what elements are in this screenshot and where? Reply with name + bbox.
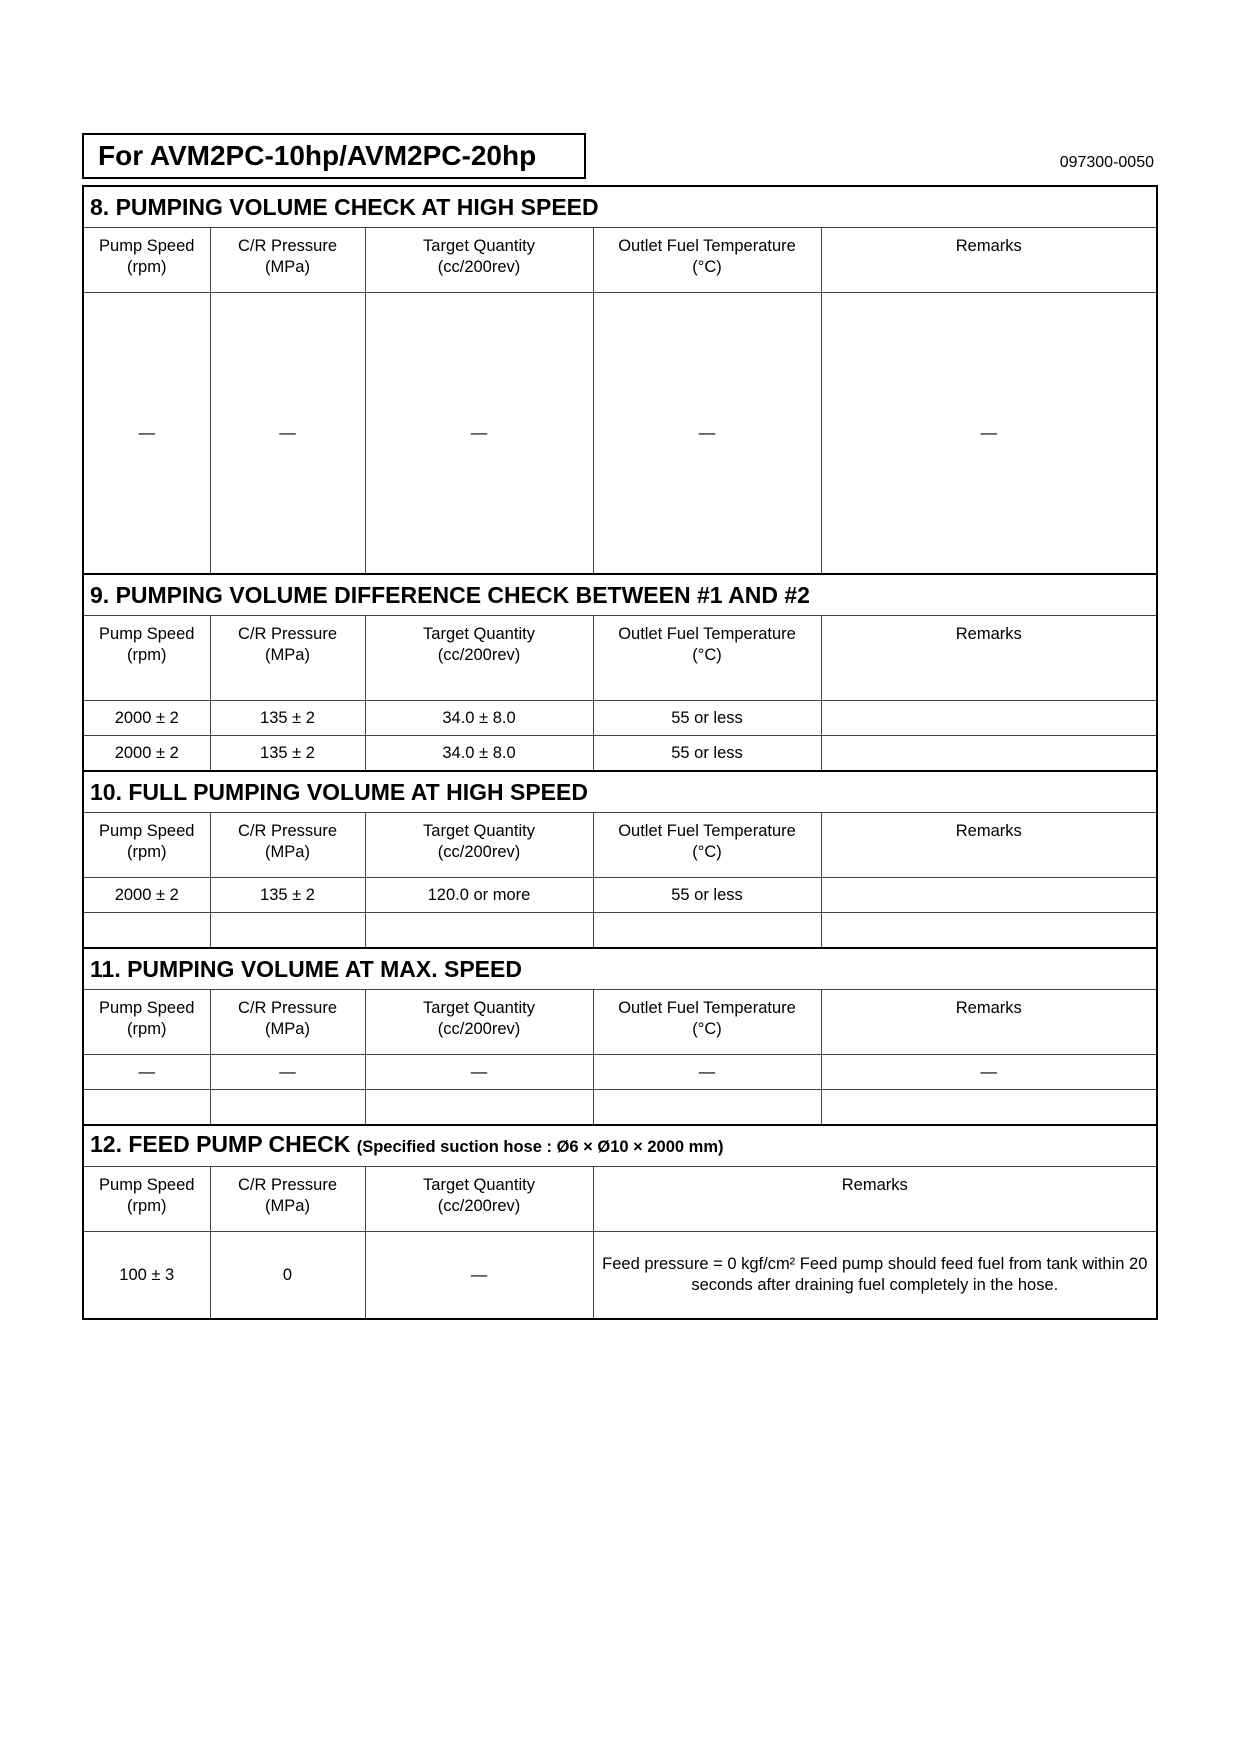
section-11-heading: 11. PUMPING VOLUME AT MAX. SPEED — [83, 948, 1157, 990]
col-remarks: Remarks — [821, 616, 1157, 701]
section-12-heading: 12. FEED PUMP CHECK (Specified suction hose : Ø6 × Ø10 × 2000 mm) — [83, 1125, 1157, 1167]
table-row: 2000 ± 2 135 ± 2 34.0 ± 8.0 55 or less — [83, 701, 1157, 736]
table-row: 2000 ± 2 135 ± 2 34.0 ± 8.0 55 or less — [83, 736, 1157, 772]
col-pump-speed: Pump Speed (rpm) — [83, 616, 210, 701]
col-remarks: Remarks — [593, 1167, 1157, 1232]
table-row: 2000 ± 2 135 ± 2 120.0 or more 55 or less — [83, 878, 1157, 913]
col-pump-speed: Pump Speed (rpm) — [83, 1167, 210, 1232]
table-row — [83, 1090, 1157, 1126]
col-outlet-temp: Outlet Fuel Temperature (°C) — [593, 813, 821, 878]
feed-pump-remarks: Feed pressure = 0 kgf/cm² Feed pump should feed fuel from tank within 20 seconds after draining fuel completely in the hose. — [593, 1232, 1157, 1320]
col-target-quantity: Target Quantity (cc/200rev) — [365, 990, 593, 1055]
col-target-quantity: Target Quantity (cc/200rev) — [365, 813, 593, 878]
col-outlet-temp: Outlet Fuel Temperature (°C) — [593, 228, 821, 293]
col-cr-pressure: C/R Pressure (MPa) — [210, 1167, 365, 1232]
col-pump-speed: Pump Speed (rpm) — [83, 228, 210, 293]
section-9-header-row — [83, 616, 1157, 701]
document-number: 097300-0050 — [1059, 154, 1154, 171]
col-cr-pressure: C/R Pressure (MPa) — [210, 813, 365, 878]
col-remarks: Remarks — [821, 990, 1157, 1055]
section-12-subtitle: (Specified suction hose : Ø6 × Ø10 × 2000 mm) — [356, 1138, 724, 1156]
col-pump-speed: Pump Speed (rpm) — [83, 990, 210, 1055]
col-target-quantity: Target Quantity (cc/200rev) — [365, 228, 593, 293]
col-remarks: Remarks — [821, 813, 1157, 878]
col-pump-speed: Pump Speed (rpm) — [83, 813, 210, 878]
col-target-quantity: Target Quantity (cc/200rev) — [365, 616, 593, 701]
table-row: — — — — — — [83, 293, 1157, 575]
section-9-heading: 9. PUMPING VOLUME DIFFERENCE CHECK BETWEEN #1 AND #2 — [83, 574, 1157, 616]
col-cr-pressure: C/R Pressure (MPa) — [210, 228, 365, 293]
col-cr-pressure: C/R Pressure (MPa) — [210, 990, 365, 1055]
section-11-header-row — [83, 990, 1157, 1055]
col-target-quantity: Target Quantity (cc/200rev) — [365, 1167, 593, 1232]
page-title: For AVM2PC-10hp/AVM2PC-20hp — [82, 133, 586, 179]
section-10-header-row — [83, 813, 1157, 878]
col-outlet-temp: Outlet Fuel Temperature (°C) — [593, 616, 821, 701]
table-row: 100 ± 3 0 — Feed pressure = 0 kgf/cm² Feed pump should feed fuel from tank within 20 seconds after draining fuel completely in the hose. — [83, 1232, 1157, 1320]
table-row: — — — — — — [83, 1055, 1157, 1090]
col-outlet-temp: Outlet Fuel Temperature (°C) — [593, 990, 821, 1055]
table-row — [83, 913, 1157, 949]
section-10-heading: 10. FULL PUMPING VOLUME AT HIGH SPEED — [83, 771, 1157, 813]
section-8-header-row — [83, 228, 1157, 293]
inspection-table — [82, 185, 1158, 1320]
section-8-heading: 8. PUMPING VOLUME CHECK AT HIGH SPEED — [83, 186, 1157, 228]
col-remarks: Remarks — [821, 228, 1157, 293]
col-cr-pressure: C/R Pressure (MPa) — [210, 616, 365, 701]
section-12-header-row — [83, 1167, 1157, 1232]
